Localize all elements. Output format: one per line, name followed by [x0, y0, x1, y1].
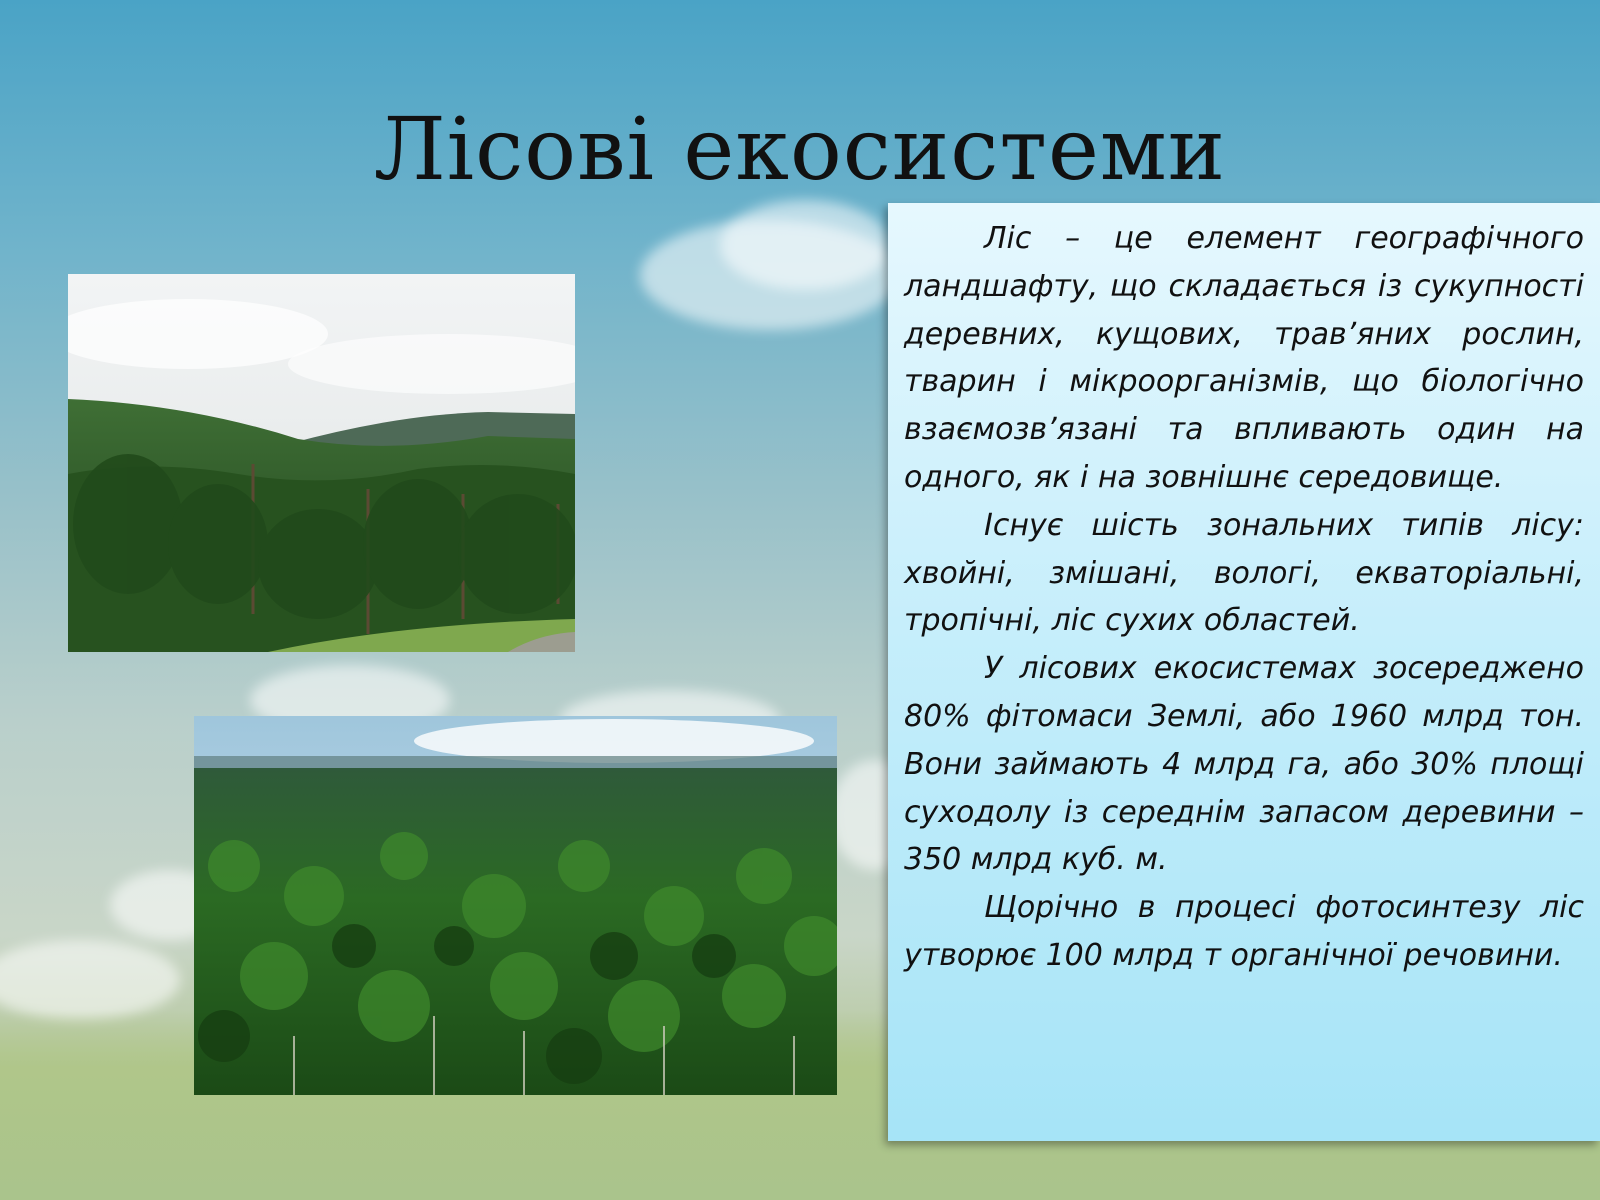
forest-hill-photo — [68, 274, 575, 652]
slide-title: Лісові екосистеми — [373, 100, 1227, 200]
cloud-decoration — [0, 940, 180, 1020]
rainforest-aerial-photo — [194, 716, 837, 1095]
paragraph-forest-definition: Ліс – це елемент географічного ландшафту, що складається із сукупності деревних, кущових, трав’яних рослин, тварин і мікроорганізмів, що біологічно взаємозв’язані та впливають один на одного, як і на зовнішнє середовище. — [904, 221, 1584, 495]
paragraph-phytomass-stats: У лісових екосистемах зосереджено 80% фітомаси Землі, або 1960 млрд тон. Вони займають 4 млрд га, або 30% площі суходолу із середнім запасом деревини – 350 млрд куб. м. — [904, 651, 1584, 878]
paragraph-photosynthesis: Щорічно в процесі фотосинтезу ліс утворює 100 млрд т органічної речовини. — [904, 890, 1584, 973]
cloud-decoration — [720, 200, 890, 290]
paragraph-forest-types: Існує шість зональних типів лісу: хвойні, змішані, вологі, екваторіальні, тропічні, ліс сухих областей. — [904, 507, 1584, 639]
description-text-box — [888, 203, 1600, 1141]
